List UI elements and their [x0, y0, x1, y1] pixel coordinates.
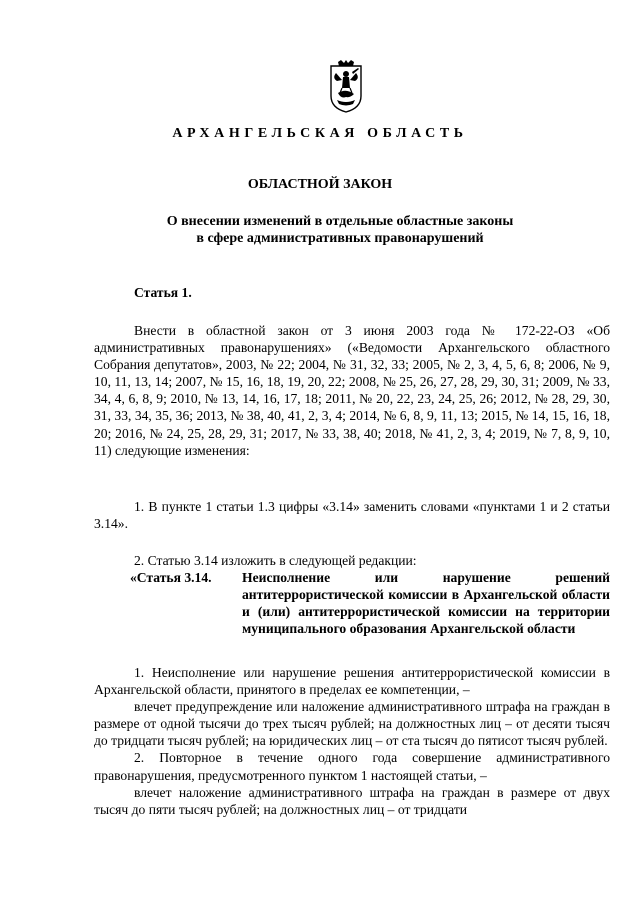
- clause-2-paragraph: 2. Повторное в течение одного года совершение административного правонарушения, предусмотренного пунктом 1 настоящей статьи, –: [94, 750, 610, 783]
- coat-of-arms-icon: [328, 60, 364, 114]
- intro-paragraph: Внести в областной закон от 3 июня 2003 года № 172-22-ОЗ «Об административных правонарушениях» («Ведомости Архангельского областного Собрания депутатов», 2003, № 22; 2004, № 31, 32, 33; 2005, № 2, 3, 4, 5, 6, 8; 2006, № 9, 10, 11, 13, 14; 2007, № 15, 16, 18, 19, 20, 22; 2008, № 25, 26, 27, 28, 29, 30, 31; 2009, № 33, 34, 4, 6, 8, 9; 2010, № 13, 14, 16, 17, 18; 2011, № 20, 22, 23, 24, 25, 26; 2012, № 28, 29, 30, 31, 33, 34, 35, 36; 2013, № 38, 40, 41, 2, 3, 4; 2014, № 6, 8, 9, 11, 13; 2015, № 14, 15, 16, 18, 20; 2016, № 24, 25, 28, 29, 31; 2017, № 33, 38, 40; 2018, № 41, 2, 3, 4; 2019, № 7, 8, 9, 10, 11) следующие изменения:: [94, 323, 610, 458]
- new-article-title: Неисполнение или нарушение решений антитеррористической комиссии в Архангельской области и (или) антитеррористической комиссии на территории муниципального образования Архангельской области: [242, 570, 610, 637]
- clause-2-penalty-paragraph: влечет наложение административного штрафа на граждан в размере от двух тысяч до пяти тысяч рублей; на должностных лиц – от тридцати: [94, 784, 610, 817]
- item-2-paragraph: 2. Статью 3.14 изложить в следующей редакции:: [134, 553, 417, 568]
- law-title: [120, 213, 560, 247]
- law-title-line-1: О внесении изменений в отдельные областные законы: [166, 214, 514, 229]
- law-title-line-2: в сфере административных правонарушений: [196, 231, 484, 246]
- region-name: АРХАНГЕЛЬСКАЯ ОБЛАСТЬ: [172, 126, 468, 141]
- clause-1-penalty-paragraph: влечет предупреждение или наложение административного штрафа на граждан в размере от одной тысячи до трех тысяч рублей; на должностных лиц – от десяти тысяч до тридцати тысяч рублей; на юридических лиц – от ста тысяч до пятисот тысяч рублей.: [94, 699, 610, 749]
- article-intro: [94, 322, 610, 459]
- new-article-number: «Статья 3.14.: [130, 570, 212, 585]
- item-1-paragraph: 1. В пункте 1 статьи 1.3 цифры «3.14» заменить словами «пунктами 1 и 2 статьи 3.14».: [94, 499, 610, 532]
- item-1-block: [94, 498, 610, 532]
- clause-1-paragraph: 1. Неисполнение или нарушение решения антитеррористической комиссии в Архангельской области, принятого в пределах ее компетенции, –: [94, 665, 610, 698]
- item-2-block: [94, 552, 610, 569]
- article-heading: Статья 1.: [134, 285, 192, 300]
- law-type: ОБЛАСТНОЙ ЗАКОН: [247, 177, 393, 192]
- new-article-body: [94, 664, 610, 818]
